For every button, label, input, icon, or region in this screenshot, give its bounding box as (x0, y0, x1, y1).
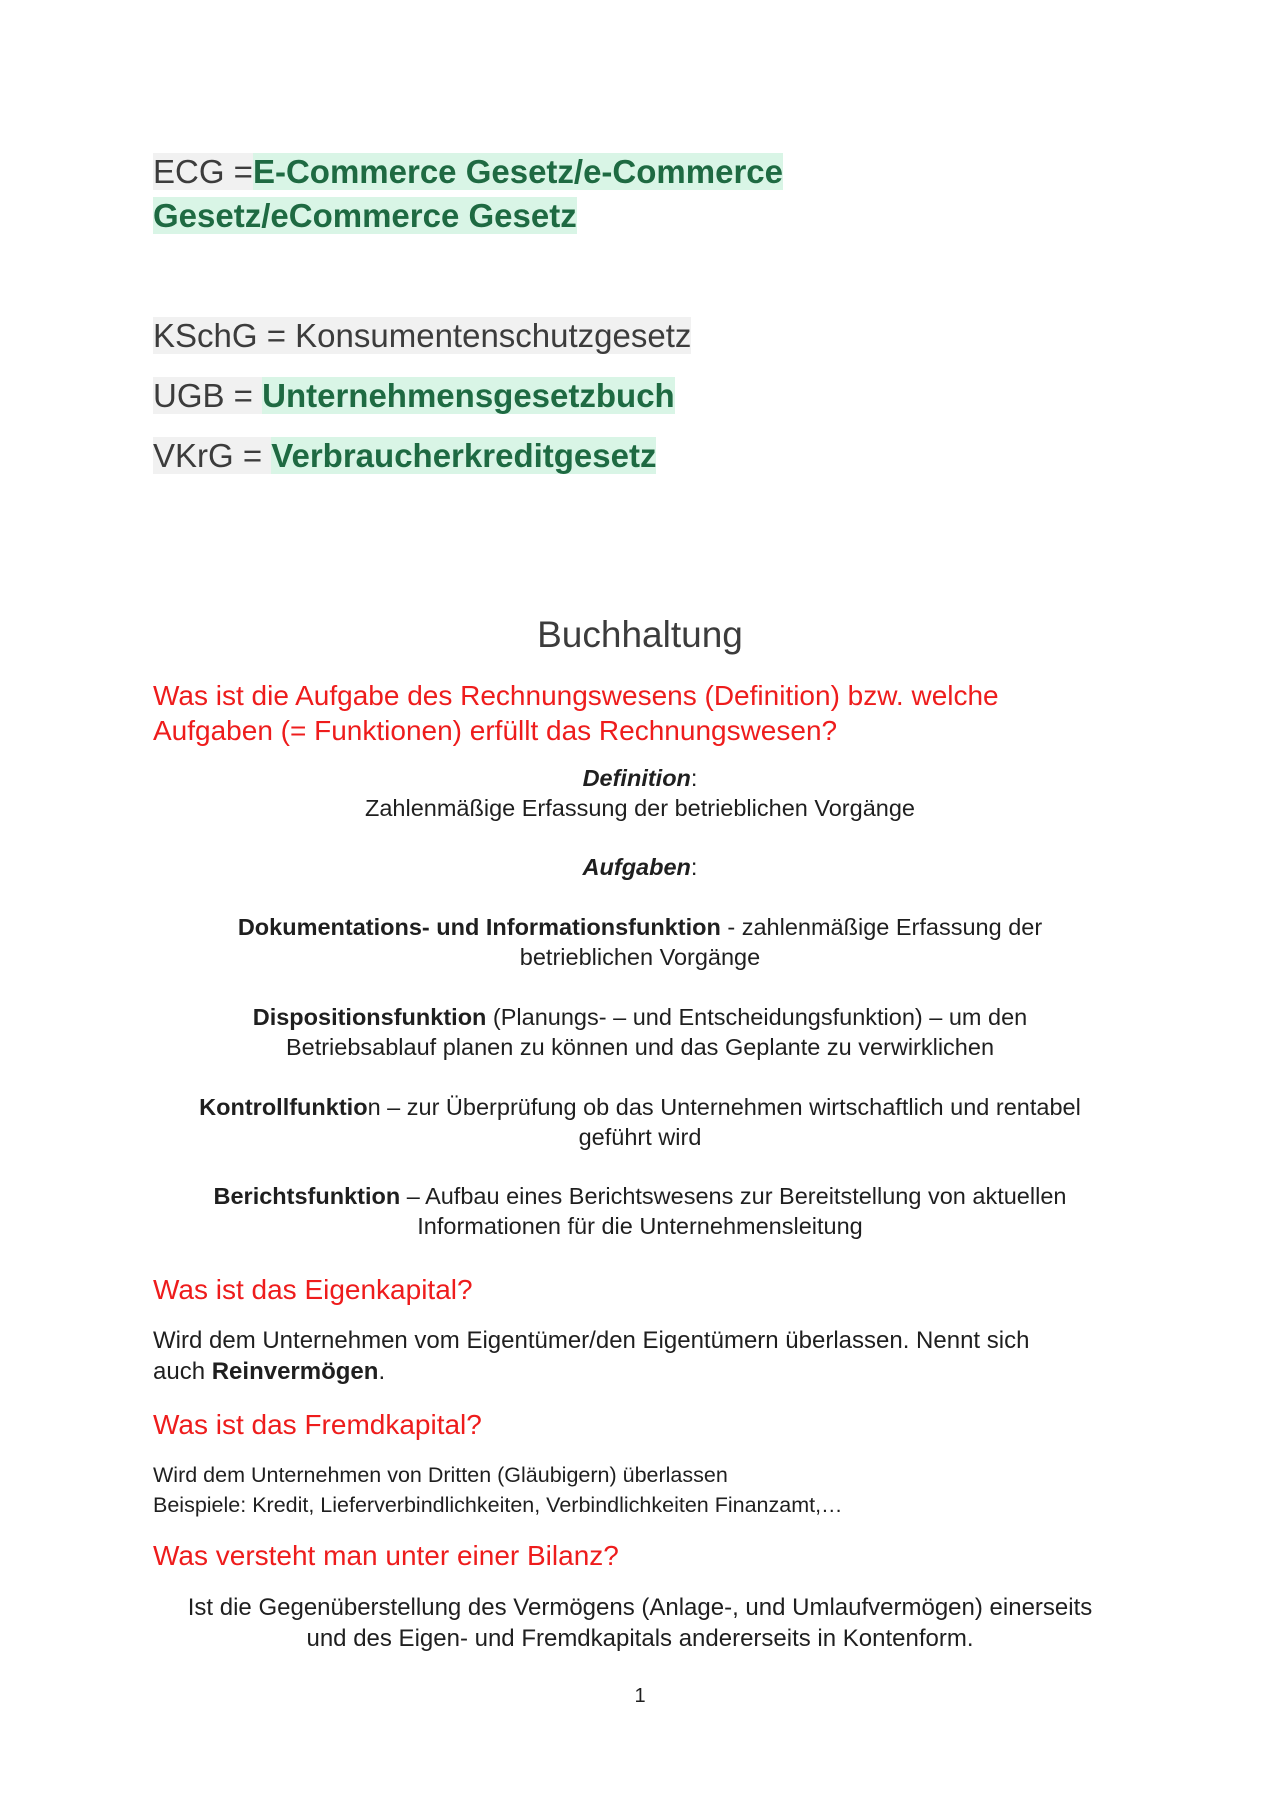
abbr-vkrg-value: Verbraucherkreditgesetz (271, 437, 657, 474)
abbr-vkrg (153, 434, 656, 478)
function-name: Dokumentations- und Informationsfunktion (237, 914, 721, 940)
answer-eigenkapital (153, 1325, 1133, 1387)
answer-keyword: Reinvermögen (211, 1358, 379, 1385)
abbr-ugb-key: UGB = (153, 377, 263, 414)
function-desc: – Aufbau eines Berichtswesens zur Bereitstellung von aktuellen (400, 1183, 1067, 1209)
answer-line: Wird dem Unternehmen von Dritten (Gläubigern) überlassen (153, 1463, 728, 1487)
abbr-vkrg-key: VKrG = (153, 437, 272, 474)
question-line: Aufgaben (= Funktionen) erfüllt das Rechnungswesen? (153, 715, 838, 746)
answer-line-prefix: auch (153, 1358, 212, 1385)
page-number: 1 (634, 1685, 646, 1707)
answer-line: und des Eigen- und Fremdkapitals andererseits in Kontenform. (306, 1625, 974, 1652)
abbr-ecg-value-line1: E-Commerce Gesetz/e-Commerce (252, 153, 783, 190)
answer-examples: Beispiele: Kredit, Lieferverbindlichkeiten, Verbindlichkeiten Finanzamt,… (153, 1493, 843, 1517)
function-desc: Betriebsablauf planen zu können und das Geplante zu verwirklichen (285, 1034, 995, 1060)
section-title: Buchhaltung (537, 614, 743, 655)
abbr-ugb (153, 374, 675, 418)
function-desc: - zahlenmäßige Erfassung der (720, 914, 1043, 940)
answer-line: Wird dem Unternehmen vom Eigentümer/den Eigentümern überlassen. Nennt sich (153, 1327, 1030, 1354)
tasks-heading (140, 852, 1140, 882)
function-desc: (Planungs- – und Entscheidungsfunktion) – um den (486, 1004, 1028, 1030)
question-fremdkapital: Was ist das Fremdkapital? (153, 1409, 482, 1440)
function-item (140, 1002, 1140, 1062)
definition-text: Zahlenmäßige Erfassung der betrieblichen Vorgänge (365, 795, 915, 821)
definition-block (140, 763, 1140, 823)
tasks-colon: : (690, 854, 698, 880)
abbr-ecg-value-line2: Gesetz/eCommerce Gesetz (153, 197, 577, 234)
abbr-ecg-key: ECG = (153, 153, 253, 190)
function-desc: n – zur Überprüfung ob das Unternehmen wirtschaftlich und rentabel (367, 1094, 1081, 1120)
definition-label: Definition (582, 765, 691, 791)
function-item (140, 912, 1140, 972)
answer-bilanz (140, 1592, 1140, 1654)
function-desc: geführt wird (578, 1124, 702, 1150)
answer-fremdkapital (153, 1460, 1133, 1520)
abbr-kschg-text: KSchG = Konsumentenschutzgesetz (153, 317, 692, 354)
abbr-ugb-value: Unternehmensgesetzbuch (262, 377, 675, 414)
function-desc: Informationen für die Unternehmensleitung (417, 1213, 863, 1239)
function-name: Kontrollfunktio (199, 1094, 368, 1120)
function-desc: betrieblichen Vorgänge (519, 944, 761, 970)
question-line: Was ist die Aufgabe des Rechnungswesens (Definition) bzw. welche (153, 680, 999, 711)
function-item (140, 1092, 1140, 1152)
tasks-label: Aufgaben (582, 854, 691, 880)
definition-colon: : (690, 765, 698, 791)
answer-line-suffix: . (378, 1358, 386, 1385)
question-rechnungswesen (153, 678, 1133, 748)
function-item (140, 1181, 1140, 1241)
function-name: Dispositionsfunktion (252, 1004, 487, 1030)
abbr-ecg (153, 150, 783, 238)
question-bilanz: Was versteht man unter einer Bilanz? (153, 1540, 619, 1571)
question-eigenkapital: Was ist das Eigenkapital? (153, 1274, 473, 1305)
abbr-kschg (153, 314, 691, 358)
function-name: Berichtsfunktion (213, 1183, 401, 1209)
answer-line: Ist die Gegenüberstellung des Vermögens (Anlage-, und Umlaufvermögen) einerseits (187, 1594, 1093, 1621)
